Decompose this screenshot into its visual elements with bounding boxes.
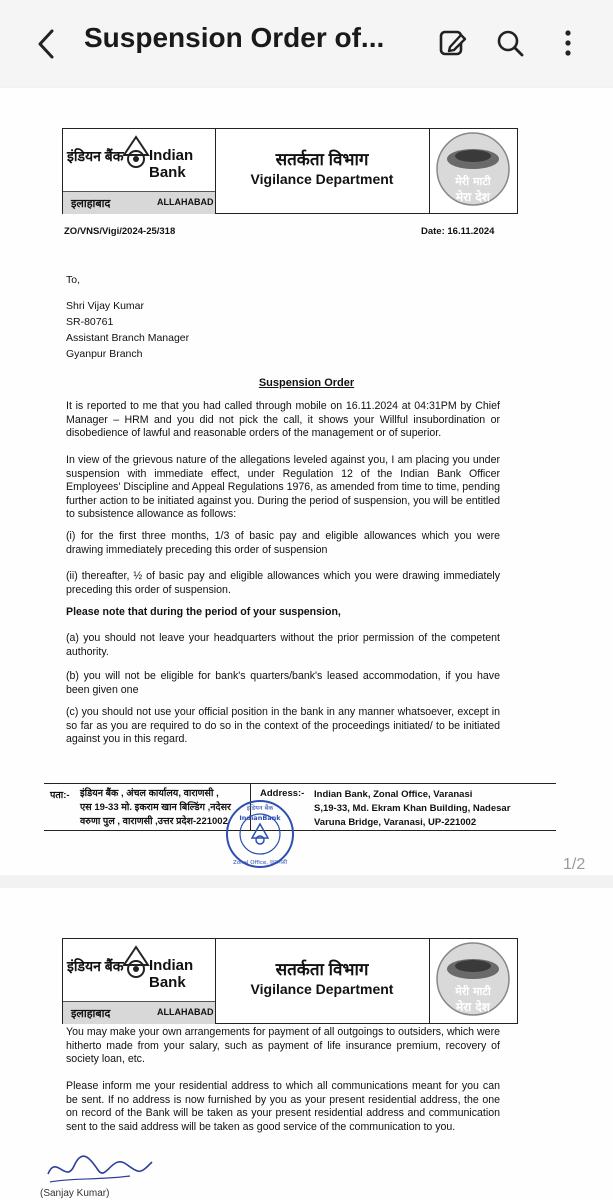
footer-address-english bbox=[314, 788, 510, 830]
department-english: Vigilance Department bbox=[250, 981, 394, 997]
bank-name-english: Indian Bank bbox=[149, 147, 194, 181]
more-icon bbox=[552, 26, 584, 60]
subject-heading: Suspension Order bbox=[258, 377, 355, 389]
city-english: ALLAHABAD bbox=[157, 197, 214, 207]
footer-line: S,19-33, Md. Ekram Khan Building, Nadesar bbox=[314, 803, 511, 814]
footer-line: Varuna Bridge, Varanasi, UP-221002 bbox=[314, 817, 477, 828]
addressee-line: SR-80761 bbox=[66, 316, 114, 328]
footer-line: Indian Bank, Zonal Office, Varanasi bbox=[314, 789, 473, 800]
document-title: Suspension Order of... bbox=[84, 22, 385, 53]
bank-emblem-icon bbox=[121, 945, 151, 981]
paragraph-1: It is reported to me that you had called through mobile on 16.11.2024 at 04:31PM by Chief Manager – HRM and you did not pick the call, it shows your Willful insubordination or disobedience of lawful and reasonable orders of the management or of superior. bbox=[66, 400, 500, 439]
paragraph-8: (c) you should not use your official position in the bank in any manner whatsoever, except in so far as you are required to do so in the context of the proceedings initiated/ to be initiated against you in this regard. bbox=[66, 706, 500, 745]
letterhead bbox=[62, 938, 518, 1024]
paragraph-1: You may make your own arrangements for payment of all outgoings to outsiders, which were hitherto made from your salary, such as payment of life insurance premium, recovery of society loan, etc. bbox=[66, 1026, 500, 1065]
motif-text-1: मेरी माटी bbox=[455, 985, 491, 998]
bank-logo-block bbox=[63, 939, 216, 1023]
meri-maati-logo bbox=[429, 939, 517, 1023]
bank-name-hindi: इंडियन बैंक bbox=[67, 148, 124, 164]
department-block bbox=[215, 129, 430, 213]
letter-date: Date: 16.11.2024 bbox=[421, 226, 495, 237]
motif-text-2: मेरा देश bbox=[456, 1000, 490, 1014]
footer-line: वरुणा पुल , वाराणसी ,उत्तर प्रदेश-221002 bbox=[80, 816, 228, 827]
city-english: ALLAHABAD bbox=[157, 1007, 214, 1017]
department-block bbox=[215, 939, 430, 1023]
document-page-1[interactable] bbox=[0, 88, 613, 875]
document-page-2[interactable] bbox=[0, 888, 613, 1200]
bank-emblem-icon bbox=[121, 135, 151, 171]
addressee-block bbox=[66, 272, 189, 362]
search-icon bbox=[494, 26, 526, 60]
bank-logo-block bbox=[63, 129, 216, 213]
back-button[interactable] bbox=[32, 27, 62, 61]
addressee-line: Gyanpur Branch bbox=[66, 348, 143, 360]
addressee-line: Shri Vijay Kumar bbox=[66, 300, 145, 312]
signature bbox=[40, 1144, 160, 1194]
search-button[interactable] bbox=[494, 26, 526, 60]
stamp-bottom-text: Zonal Office, वाराणसी bbox=[232, 860, 288, 866]
department-hindi: सतर्कता विभाग bbox=[275, 150, 369, 169]
paragraph-3: (i) for the first three months, 1/3 of basic pay and eligible allowances which you were drawing immediately preceding this order of suspension bbox=[66, 530, 500, 556]
paragraph-4: (ii) thereafter, ½ of basic pay and eligible allowances which you were drawing immediately preceding this order of suspension. bbox=[66, 570, 500, 596]
stamp-top-text: इंडियन बैंक bbox=[246, 804, 274, 812]
paragraph-7: (b) you will not be eligible for bank's quarters/bank's leased accommodation, if you have been given one bbox=[66, 670, 500, 696]
footer-address-label-english: Address:- bbox=[260, 788, 305, 799]
department-english: Vigilance Department bbox=[250, 171, 394, 187]
footer-address-hindi bbox=[80, 787, 231, 829]
signatory-name: (Sanjay Kumar) bbox=[40, 1188, 110, 1199]
paragraph-5: Please note that during the period of your suspension, bbox=[66, 606, 341, 618]
department-hindi: सतर्कता विभाग bbox=[275, 960, 369, 979]
page-indicator: 1/2 bbox=[563, 856, 586, 873]
app-bar bbox=[0, 0, 613, 86]
paragraph-2: In view of the grievous nature of the allegations leveled against you, I am placing you under suspension with immediate effect, under Regulation 12 of the Indian Bank Officer Employees' Discipline and Appeal Regulations 1976, as amended from time to time, pending further action to be initiated against you. During the period of suspension, you will be entitled to subsistence allowance as follows: bbox=[66, 454, 500, 520]
edit-icon bbox=[436, 26, 468, 60]
reference-number: ZO/VNS/Vigi/2024-25/318 bbox=[64, 226, 176, 237]
office-stamp bbox=[218, 798, 302, 870]
meri-maati-logo bbox=[429, 129, 517, 213]
more-options-button[interactable] bbox=[552, 26, 584, 60]
motif-text-2: मेरा देश bbox=[456, 190, 490, 204]
city-hindi: इलाहाबाद bbox=[71, 198, 111, 210]
motif-text-1: मेरी माटी bbox=[455, 175, 491, 188]
salutation-to: To, bbox=[66, 274, 81, 286]
back-icon bbox=[32, 27, 62, 61]
bank-name-english: Indian Bank bbox=[149, 957, 194, 991]
edit-button[interactable] bbox=[436, 26, 468, 60]
addressee-line: Assistant Branch Manager bbox=[66, 332, 190, 344]
footer-line: इंडियन बैंक , अंचल कार्यालय, वाराणसी , bbox=[80, 788, 219, 799]
bank-name-hindi: इंडियन बैंक bbox=[67, 958, 124, 974]
paragraph-2: Please inform me your residential address to which all communications meant for you can be sent. If no address is now furnished by you as your present residential address, the one on record of the Bank will be taken as your present residential address and communication sent to the said address will be taken as good service of the communication to you. bbox=[66, 1080, 500, 1133]
footer-address-label-hindi: पता:- bbox=[50, 790, 70, 801]
letterhead bbox=[62, 128, 518, 214]
footer-line: एस 19-33 मो. इकराम खान बिल्डिंग ,नदेसर bbox=[80, 802, 231, 813]
stamp-middle-text: IndianBank bbox=[239, 814, 281, 822]
paragraph-6: (a) you should not leave your headquarters without the prior permission of the competent authority. bbox=[66, 632, 500, 658]
city-hindi: इलाहाबाद bbox=[71, 1008, 111, 1020]
